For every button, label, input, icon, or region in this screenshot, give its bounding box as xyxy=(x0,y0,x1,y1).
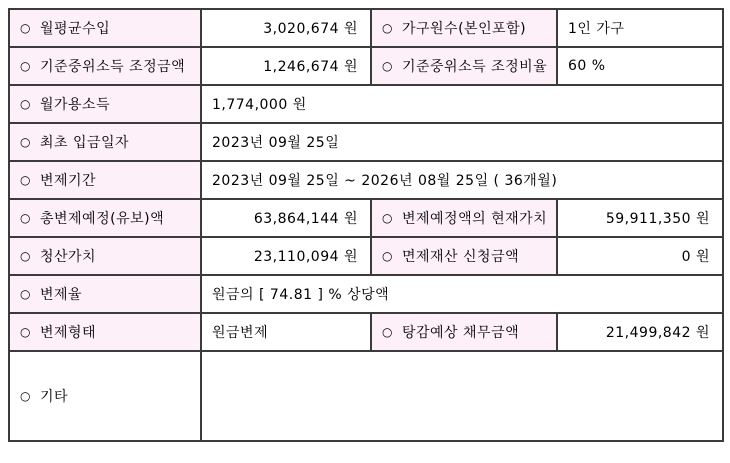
value-repayment-type: 원금변제 xyxy=(201,313,371,351)
value-etc xyxy=(201,351,723,441)
label-text: 청산가치 xyxy=(39,249,97,265)
table-row xyxy=(9,161,723,199)
label-median-income-adj-ratio xyxy=(371,47,557,85)
circle-bullet-icon: ○ xyxy=(20,389,31,403)
value-monthly-avg-income: 3,020,674 원 xyxy=(201,9,371,47)
circle-bullet-icon: ○ xyxy=(20,287,31,301)
label-first-deposit-date xyxy=(9,123,201,161)
table-row xyxy=(9,85,723,123)
table-row xyxy=(9,237,723,275)
value-median-income-adj-ratio: 60 % xyxy=(557,47,723,85)
label-text: 월가용소득 xyxy=(39,97,111,113)
label-repayment-type xyxy=(9,313,201,351)
value-present-value-of-repayment: 59,911,350 원 xyxy=(557,199,723,237)
circle-bullet-icon: ○ xyxy=(20,21,31,35)
circle-bullet-icon: ○ xyxy=(20,97,31,111)
table-row xyxy=(9,47,723,85)
label-repayment-period xyxy=(9,161,201,199)
label-etc xyxy=(9,351,201,441)
label-present-value-of-repayment xyxy=(371,199,557,237)
label-text: 변제예정액의 현재가치 xyxy=(401,211,548,227)
circle-bullet-icon: ○ xyxy=(382,249,393,263)
label-median-income-adj-amount xyxy=(9,47,201,85)
table-row xyxy=(9,351,723,441)
label-text: 변제기간 xyxy=(39,173,97,189)
circle-bullet-icon: ○ xyxy=(20,135,31,149)
value-total-expected-repayment: 63,864,144 원 xyxy=(201,199,371,237)
value-repayment-period: 2023년 09월 25일 ~ 2026년 08월 25일 ( 36개월) xyxy=(201,161,723,199)
label-text: 최초 입금일자 xyxy=(39,135,130,151)
circle-bullet-icon: ○ xyxy=(382,21,393,35)
table-row xyxy=(9,9,723,47)
label-text: 면제재산 신청금액 xyxy=(401,249,520,265)
circle-bullet-icon: ○ xyxy=(20,173,31,187)
label-text: 변제율 xyxy=(39,287,83,303)
table-row xyxy=(9,275,723,313)
value-first-deposit-date: 2023년 09월 25일 xyxy=(201,123,723,161)
label-total-expected-repayment xyxy=(9,199,201,237)
circle-bullet-icon: ○ xyxy=(20,211,31,225)
circle-bullet-icon: ○ xyxy=(382,325,393,339)
circle-bullet-icon: ○ xyxy=(382,59,393,73)
label-monthly-available-income xyxy=(9,85,201,123)
label-exempt-property-request xyxy=(371,237,557,275)
label-text: 기준중위소득 조정금액 xyxy=(39,59,186,75)
table-row xyxy=(9,123,723,161)
value-exempt-property-request: 0 원 xyxy=(557,237,723,275)
label-text: 기타 xyxy=(39,389,69,405)
label-text: 월평균수입 xyxy=(39,21,111,37)
circle-bullet-icon: ○ xyxy=(20,59,31,73)
table-row xyxy=(9,313,723,351)
circle-bullet-icon: ○ xyxy=(382,211,393,225)
label-monthly-avg-income xyxy=(9,9,201,47)
label-repayment-rate xyxy=(9,275,201,313)
value-household-members: 1인 가구 xyxy=(557,9,723,47)
repayment-plan-table xyxy=(8,8,724,442)
label-text: 기준중위소득 조정비율 xyxy=(401,59,548,75)
circle-bullet-icon: ○ xyxy=(20,325,31,339)
label-household-members xyxy=(371,9,557,47)
value-liquidation-value: 23,110,094 원 xyxy=(201,237,371,275)
table-row xyxy=(9,199,723,237)
label-liquidation-value xyxy=(9,237,201,275)
label-text: 가구원수(본인포함) xyxy=(401,21,527,37)
label-text: 변제형태 xyxy=(39,325,97,341)
label-text: 총변제예정(유보)액 xyxy=(39,211,165,227)
value-median-income-adj-amount: 1,246,674 원 xyxy=(201,47,371,85)
value-repayment-rate: 원금의 [ 74.81 ] % 상당액 xyxy=(201,275,723,313)
value-expected-debt-reduction: 21,499,842 원 xyxy=(557,313,723,351)
circle-bullet-icon: ○ xyxy=(20,249,31,263)
label-expected-debt-reduction xyxy=(371,313,557,351)
value-monthly-available-income: 1,774,000 원 xyxy=(201,85,723,123)
label-text: 탕감예상 채무금액 xyxy=(401,325,520,341)
